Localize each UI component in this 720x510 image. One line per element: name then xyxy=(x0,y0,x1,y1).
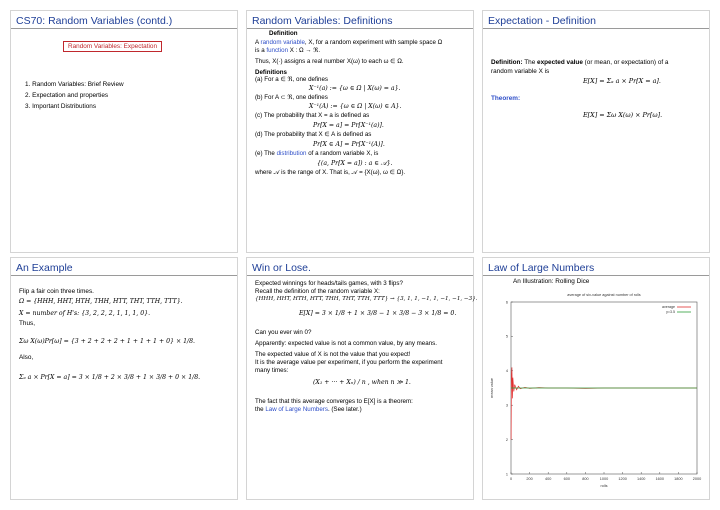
x-tick-label: 1800 xyxy=(674,477,683,481)
win-line: the Law of Large Numbers. (See later.) xyxy=(255,406,362,413)
x-tick-label: 0 xyxy=(509,477,513,481)
slide-4-title: An Example xyxy=(16,262,73,274)
y-tick-label: 3 xyxy=(505,403,508,408)
y-tick-label: 6 xyxy=(505,300,508,305)
win-line: Recall the definition of the random variable X: xyxy=(255,288,380,295)
outline-list xyxy=(25,81,124,114)
slide-3-title: Expectation - Definition xyxy=(488,15,596,27)
x-tick-label: 1600 xyxy=(655,477,665,481)
expectation-formula: E[X] = Σₐ a × Pr[X = a]. xyxy=(583,77,661,85)
y-axis-label: mean value xyxy=(490,378,494,398)
win-line: The expected value of X is not the value that you expect! xyxy=(255,351,411,358)
slide-5 xyxy=(246,257,478,500)
expected-winnings: E[X] = 3 × 1/8 + 1 × 3/8 − 1 × 3/8 − 3 × 1/8 = 0. xyxy=(299,310,457,317)
def-a: (a) For a ∈ ℜ, one defines xyxy=(255,76,329,83)
def-c-eq: Pr[X = a] = Pr[X⁻¹(a)]. xyxy=(313,122,384,129)
definition-heading: Definition xyxy=(269,30,298,37)
chart-title: average of six-value against number of rolls xyxy=(567,293,641,297)
legend-label: y=3.5 xyxy=(666,310,675,315)
sample-average: (X₁ + ··· + Xₙ) / n , when n ≫ 1. xyxy=(313,379,411,386)
definition-line: Thus, X(·) assigns a real number X(ω) to each ω ∈ Ω. xyxy=(255,58,404,65)
win-line: The fact that this average converges to E[X] is a theorem: xyxy=(255,398,413,405)
dice-average-chart xyxy=(485,286,707,496)
x-tick-label: 200 xyxy=(526,477,533,481)
def-d: (d) The probability that X ∈ A is defined as xyxy=(255,131,372,138)
example-line: Thus, xyxy=(19,320,35,327)
slide-6-title: Law of Large Numbers xyxy=(488,262,595,274)
outline-item[interactable]: 2. Expectation and properties xyxy=(25,92,109,99)
win-line: Expected winnings for heads/tails games, with 3 flips? xyxy=(255,280,403,287)
random-variable-values: X = number of H's: {3, 2, 2, 2, 1, 1, 1, 0}. xyxy=(19,310,151,317)
slide-6-subtitle: An Illustration: Rolling Dice xyxy=(513,278,590,285)
slide-1-title: CS70: Random Variables (contd.) xyxy=(16,15,173,27)
series-line-0 xyxy=(511,367,697,439)
win-line: It is the average value per experiment, if you perform the experiment xyxy=(255,359,443,366)
law-of-large-numbers-link[interactable]: Law of Large Numbers xyxy=(265,406,328,413)
distribution-link[interactable]: distribution xyxy=(276,150,307,157)
mapping: {HHH, HHT, HTH, HTT, THH, THT, TTH, TTT} → {3, 1, 1, −1, 1, −1, −1, −3}. xyxy=(255,296,478,302)
title-rule xyxy=(483,28,709,29)
title-rule xyxy=(247,275,473,276)
definition-line: A random variable, X, for a random experiment with sample space Ω xyxy=(255,39,443,46)
def-b-eq: X⁻¹(A) := {ω ∈ Ω | X(ω) ∈ A}. xyxy=(309,103,402,110)
example-line: Also, xyxy=(19,354,34,361)
definitions-heading: Definitions xyxy=(255,69,287,76)
definition-line: is a function X : Ω → ℜ. xyxy=(255,47,321,54)
y-tick-label: 5 xyxy=(505,334,508,339)
x-tick-label: 1400 xyxy=(636,477,646,481)
def-c: (c) The probability that X = a is defined as xyxy=(255,112,370,119)
slide-3 xyxy=(482,10,710,253)
y-tick-label: 1 xyxy=(505,472,508,477)
example-line: Flip a fair coin three times. xyxy=(19,288,94,295)
y-tick-label: 2 xyxy=(505,437,508,442)
theorem-formula: E[X] = Σω X(ω) × Pr[ω]. xyxy=(583,111,663,119)
win-line: many times: xyxy=(255,367,289,374)
sample-space: Ω = {HHH, HHT, HTH, THH, HTT, THT, TTH, TTT}. xyxy=(19,298,183,305)
slide-1 xyxy=(10,10,238,253)
expectation-definition-cont: random variable X is xyxy=(491,68,550,75)
slide-4 xyxy=(10,257,238,500)
expectation-definition: Definition: The expected value (or mean, or expectation) of a xyxy=(491,59,669,66)
x-tick-label: 400 xyxy=(545,477,552,481)
slide-2 xyxy=(246,10,474,253)
x-tick-label: 1000 xyxy=(599,477,609,481)
x-tick-label: 800 xyxy=(582,477,589,481)
title-rule xyxy=(11,28,237,29)
def-e: (e) The distribution of a random variable X, is xyxy=(255,150,379,157)
random-variable-link[interactable]: random variable xyxy=(260,39,305,46)
function-link[interactable]: function xyxy=(266,47,289,54)
win-line: Apparently: expected value is not a common value, by any means. xyxy=(255,340,437,347)
win-line: Can you ever win 0? xyxy=(255,329,312,336)
slide-2-title: Random Variables: Definitions xyxy=(252,15,393,27)
title-rule xyxy=(247,28,473,29)
def-b: (b) For A ⊂ ℜ, one defines xyxy=(255,94,328,101)
x-tick-label: 1200 xyxy=(618,477,627,481)
sum-over-outcomes: Σω X(ω)Pr[ω] = {3 + 2 + 2 + 2 + 1 + 1 + 1 + 0} × 1/8. xyxy=(19,338,196,345)
x-tick-label: 2000 xyxy=(692,477,702,481)
toc-highlight-box[interactable]: Random Variables: Expectation xyxy=(63,41,162,52)
slide-6 xyxy=(482,257,710,500)
theorem-heading: Theorem: xyxy=(491,95,521,102)
legend-label: average xyxy=(662,305,675,310)
def-e-eq: {(a, Pr[X = a]) : a ∈ 𝒜}. xyxy=(317,160,393,167)
def-a-eq: X⁻¹(a) := {ω ∈ Ω | X(ω) = a}. xyxy=(309,85,401,92)
x-tick-label: 600 xyxy=(563,477,570,481)
title-rule xyxy=(11,275,237,276)
y-tick-label: 4 xyxy=(505,369,508,374)
def-d-eq: Pr[X ∈ A] = Pr[X⁻¹(A)]. xyxy=(313,141,385,148)
title-rule xyxy=(483,275,709,276)
x-axis-label: rolls xyxy=(600,484,608,488)
slide-5-title: Win or Lose. xyxy=(252,262,311,274)
sum-over-values: Σₐ a × Pr[X = a] = 3 × 1/8 + 2 × 3/8 + 1 × 3/8 + 0 × 1/8. xyxy=(19,374,201,381)
outline-item[interactable]: 3. Important Distributions xyxy=(25,103,97,110)
outline-item[interactable]: 1. Random Variables: Brief Review xyxy=(25,81,124,88)
def-e-range: where 𝒜 is the range of X. That is, 𝒜 = {X(ω), ω ∈ Ω}. xyxy=(255,169,406,176)
